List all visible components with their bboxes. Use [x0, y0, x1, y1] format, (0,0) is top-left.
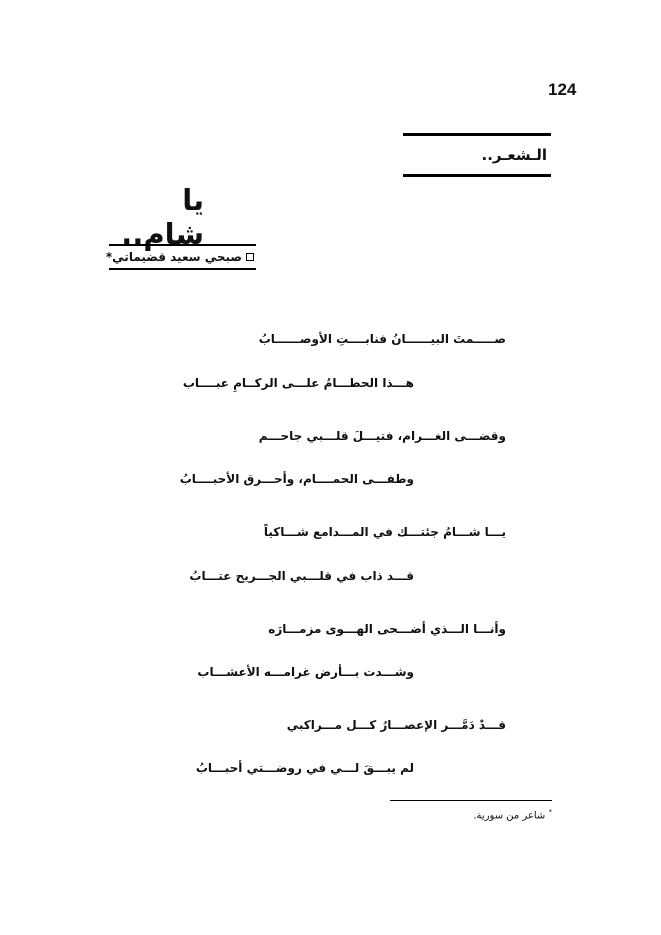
footnote-marker: *	[548, 808, 552, 816]
page-number: 124	[548, 80, 577, 99]
verse-line-7: وأنـــا الـــذي أضـــحى الهـــوى مزمـــارَه	[268, 622, 506, 636]
verse-line-1: صـــــمتَ البيــــــانُ فنابــــتِ الأوصــــــابُ	[258, 332, 506, 346]
section-label: الـشعـر..	[481, 146, 547, 164]
square-bullet-icon	[246, 253, 254, 261]
verse-line-6: قـــد ذاب في قلـــبي الجـــريح عتـــابُ	[189, 569, 414, 583]
poem-title: يا شام..	[121, 183, 204, 251]
author-byline	[105, 244, 256, 270]
author-name: صبحي سعيد قضيماتي*	[105, 250, 242, 264]
verse-line-9: قـــدْ دَمَّـــر الإعصـــارُ كـــل مـــراكبي	[286, 718, 506, 732]
verse-line-4: وطفـــى الحمــــام، وأحـــرق الأحبــــابُ	[179, 472, 414, 486]
verse-line-8: وشـــدت بـــأرض غرامـــه الأعشـــاب	[197, 665, 414, 679]
section-header	[403, 133, 551, 177]
verse-line-5: يـــا شـــامُ جئتـــك في المـــدامع شـــاكياً	[263, 525, 506, 539]
verse-line-2: هـــذا الحطـــامُ علـــى الركــامِ عبــــاب	[182, 376, 414, 390]
verse-line-10: لم يبـــقَ لـــي في روضـــتي أحبـــابُ	[195, 761, 414, 775]
footnote-rule	[390, 800, 552, 801]
verse-line-3: وقضـــى الغـــرام، فتيـــلَ قلـــبي جاحـــم	[258, 429, 506, 443]
footnote-text: شاعر من سورية.	[473, 810, 546, 822]
footnote	[440, 808, 552, 821]
